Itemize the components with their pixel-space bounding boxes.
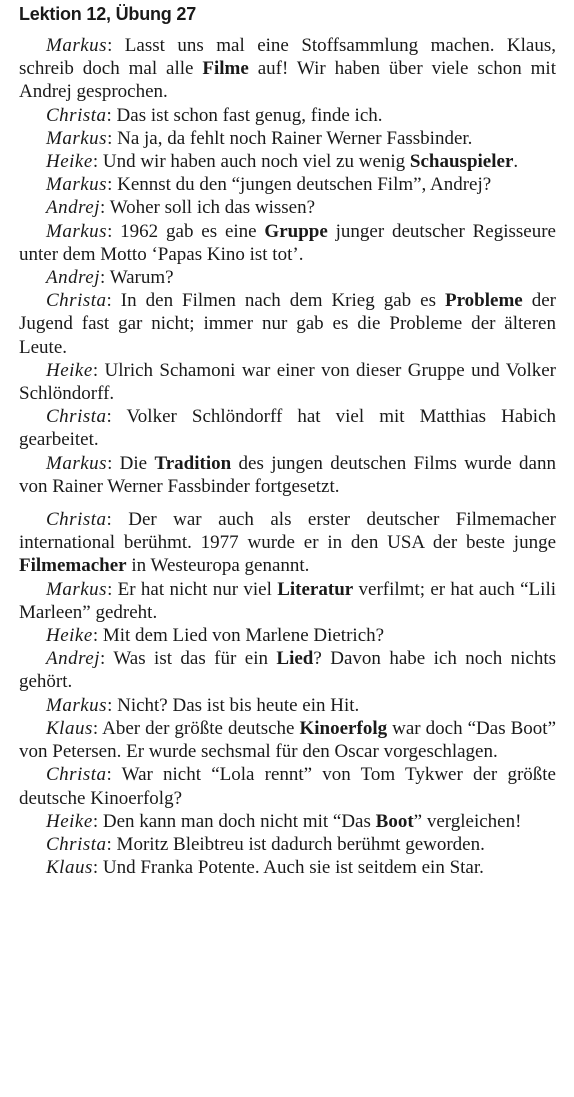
- dialogue-turn: [19, 34, 556, 104]
- utterance-text: : Warum?: [100, 267, 174, 289]
- speaker-name: Markus: [46, 220, 108, 242]
- utterance-text: : Der war auch als erster deutscher Filmemacher international berühmt. 1977 wurde er in den USA der beste junge: [19, 509, 556, 554]
- speaker-name: Andrej: [46, 197, 101, 219]
- utterance-text: : In den Filmen nach dem Krieg gab es: [106, 290, 445, 312]
- keyword: Tradition: [154, 452, 232, 474]
- speaker-name: Markus: [46, 127, 108, 149]
- utterance-text: verfilmt; er hat auch “Lili Marleen” gedreht.: [19, 578, 556, 623]
- utterance-text: des jungen deutschen Films wurde dann von Rainer Werner Fassbinder fortgesetzt.: [19, 452, 556, 497]
- speaker-name: Christa: [46, 833, 107, 855]
- utterance-text: : Ulrich Schamoni war einer von dieser Gruppe und Volker Schlöndorff.: [19, 359, 556, 405]
- keyword: Gruppe: [264, 220, 328, 242]
- utterance-text: : War nicht “Lola rennt” von Tom Tykwer der größte deutsche Kinoerfolg?: [19, 764, 556, 809]
- dialogue-turn: [19, 856, 556, 879]
- utterance-text: : Das ist schon fast genug, finde ich.: [106, 104, 383, 126]
- dialogue-turn: [19, 405, 556, 451]
- dialogue-turn: [19, 359, 556, 405]
- utterance-text: ” vergleichen!: [413, 810, 522, 832]
- dialogue-text: [19, 34, 556, 879]
- utterance-text: : Moritz Bleibtreu ist dadurch berühmt geworden.: [106, 833, 485, 855]
- utterance-text: ? Davon habe ich noch nichts gehört.: [19, 648, 557, 693]
- utterance-text: : Lasst uns mal eine Stoffsammlung machen. Klaus, schreib doch mal alle: [19, 35, 556, 80]
- utterance-text: : Er hat nicht nur viel: [107, 578, 278, 600]
- speaker-name: Andrej: [46, 648, 101, 670]
- utterance-text: war doch “Das Boot” von Petersen. Er wurde sechsmal für den Oscar vorgeschlagen.: [19, 717, 557, 763]
- dialogue-turn: [19, 266, 556, 289]
- speaker-name: Markus: [46, 35, 108, 56]
- speaker-name: Christa: [46, 290, 107, 312]
- utterance-text: : Die: [107, 452, 155, 474]
- dialogue-turn: [19, 647, 556, 693]
- dialogue-turn: [19, 150, 556, 173]
- speaker-name: Klaus: [46, 857, 93, 879]
- keyword: Lied: [276, 648, 314, 670]
- speaker-name: Christa: [46, 509, 107, 531]
- keyword: Kinoerfolg: [299, 717, 388, 739]
- utterance-text: : Woher soll ich das wissen?: [100, 197, 316, 219]
- dialogue-turn: [19, 127, 556, 150]
- utterance-text: : Was ist das für ein: [100, 648, 277, 670]
- keyword: Filmemacher: [19, 555, 127, 577]
- speaker-name: Christa: [46, 104, 107, 126]
- utterance-text: : Mit dem Lied von Marlene Dietrich?: [92, 625, 385, 647]
- dialogue-turn: [19, 833, 556, 856]
- dialogue-turn: [19, 104, 556, 127]
- speaker-name: Heike: [46, 625, 93, 647]
- utterance-text: : Kennst du den “jungen deutschen Film”, Andrej?: [107, 174, 492, 196]
- dialogue-turn: [19, 694, 556, 717]
- speaker-name: Markus: [46, 174, 108, 196]
- utterance-text: : Volker Schlöndorff hat viel mit Matthias Habich gearbeitet.: [19, 406, 556, 451]
- utterance-text: : Und wir haben auch noch viel zu wenig: [92, 151, 410, 173]
- dialogue-turn: [19, 624, 556, 647]
- dialogue-turn: [19, 173, 556, 196]
- keyword: Schauspieler: [409, 151, 514, 173]
- speaker-name: Heike: [46, 151, 93, 173]
- utterance-text: auf! Wir haben über viele schon mit Andrej gesprochen.: [19, 58, 556, 103]
- keyword: Probleme: [444, 290, 523, 312]
- speaker-name: Markus: [46, 452, 108, 474]
- speaker-name: Markus: [46, 694, 108, 716]
- utterance-text: .: [513, 151, 519, 173]
- utterance-text: : Den kann man doch nicht mit “Das: [92, 810, 376, 832]
- dialogue-turn: [19, 810, 556, 833]
- utterance-text: : Na ja, da fehlt noch Rainer Werner Fassbinder.: [107, 127, 473, 149]
- utterance-text: in Westeuropa genannt.: [126, 555, 310, 577]
- dialogue-turn: [19, 289, 556, 359]
- dialogue-turn: [19, 452, 556, 498]
- dialogue-turn: [19, 220, 556, 266]
- speaker-name: Heike: [46, 359, 93, 381]
- utterance-text: der Jugend fast gar nicht; immer nur gab es die Probleme der älteren Leute.: [19, 290, 556, 358]
- utterance-text: : 1962 gab es eine: [107, 220, 265, 242]
- dialogue-turn: [19, 196, 556, 219]
- speaker-name: Markus: [46, 578, 108, 600]
- keyword: Filme: [202, 58, 249, 80]
- keyword: Boot: [375, 810, 414, 832]
- speaker-name: Christa: [46, 764, 107, 786]
- dialogue-turn: [19, 578, 556, 624]
- dialogue-turn: [19, 508, 556, 578]
- speaker-name: Andrej: [46, 267, 101, 289]
- speaker-name: Heike: [46, 810, 93, 832]
- utterance-text: : Nicht? Das ist bis heute ein Hit.: [107, 694, 360, 716]
- dialogue-turn: [19, 717, 556, 763]
- utterance-text: junger deutscher Regisseure unter dem Motto ‘Papas Kino ist tot’.: [19, 220, 556, 265]
- exercise-heading: Lektion 12, Übung 27: [19, 4, 197, 24]
- utterance-text: : Und Franka Potente. Auch sie ist seitdem ein Star.: [92, 857, 484, 879]
- dialogue-turn: [19, 763, 556, 809]
- keyword: Literatur: [277, 578, 354, 600]
- speaker-name: Klaus: [46, 717, 93, 739]
- speaker-name: Christa: [46, 406, 107, 428]
- utterance-text: : Aber der größte deutsche: [92, 717, 300, 739]
